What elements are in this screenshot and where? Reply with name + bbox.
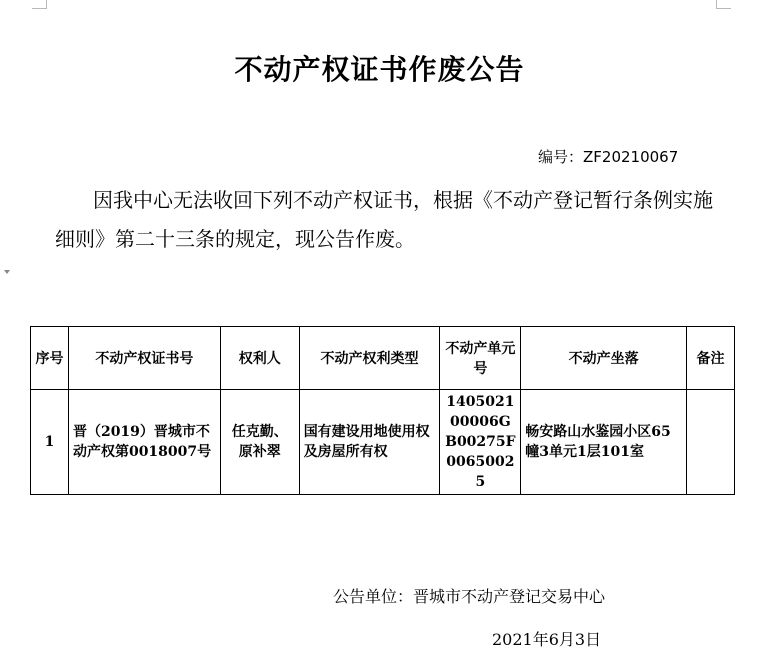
corner-mark-top-right-h xyxy=(716,8,731,9)
header-index: 序号 xyxy=(31,327,69,390)
cell-index: 1 xyxy=(31,390,69,495)
header-holder: 权利人 xyxy=(220,327,299,390)
cell-location: 畅安路山水鉴园小区65幢3单元1层101室 xyxy=(521,390,687,495)
header-cert-no: 不动产权证书号 xyxy=(68,327,220,390)
page-title: 不动产权证书作废公告 xyxy=(234,53,525,86)
header-unit-no: 不动产单元号 xyxy=(440,327,521,390)
cell-unit-no: 140502100006GB00275F00650025 xyxy=(440,390,521,495)
announcement-body: 因我中心无法收回下列不动产权证书，根据《不动产登记暂行条例实施细则》第二十三条的规定，现公告作废。 xyxy=(55,188,713,251)
corner-mark-top-left-v xyxy=(46,0,47,8)
certificate-table xyxy=(30,326,735,495)
header-location: 不动产坐落 xyxy=(521,327,687,390)
issue-date: 2021年6月3日 xyxy=(492,630,602,649)
header-right-type: 不动产权利类型 xyxy=(299,327,440,390)
cell-cert-no: 晋（2019）晋城市不动产权第0018007号 xyxy=(68,390,220,495)
cell-holder: 任克勤、原补翠 xyxy=(220,390,299,495)
corner-mark-top-right-v xyxy=(716,0,717,8)
header-remark: 备注 xyxy=(687,327,735,390)
cell-remark xyxy=(687,390,735,495)
document-number: 编号：ZF20210067 xyxy=(538,148,679,166)
table-header-row xyxy=(31,327,735,390)
table-row xyxy=(31,390,735,495)
margin-marker xyxy=(4,270,10,274)
issuer-line: 公告单位：晋城市不动产登记交易中心 xyxy=(333,587,606,606)
cell-right-type: 国有建设用地使用权及房屋所有权 xyxy=(299,390,440,495)
corner-mark-top-left-h xyxy=(32,8,47,9)
